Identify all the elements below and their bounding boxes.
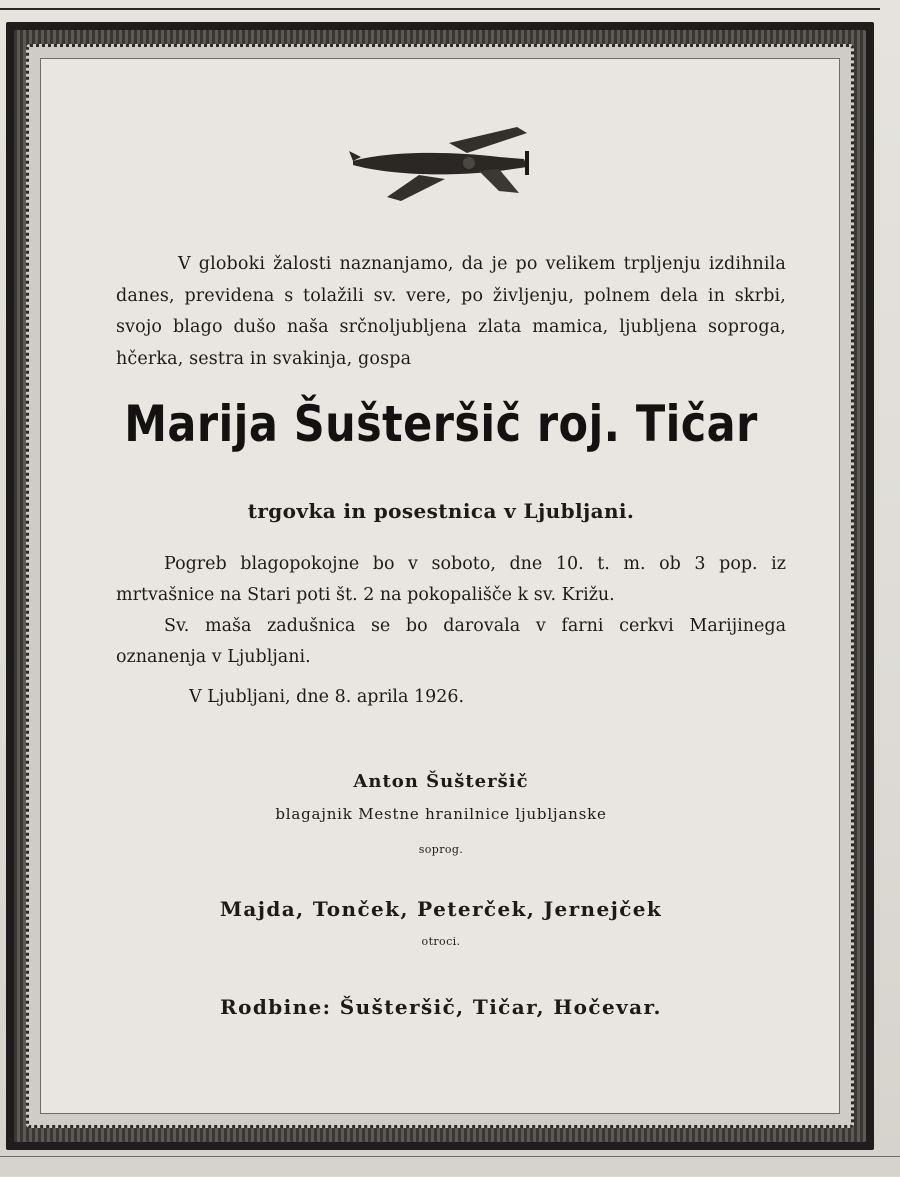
- funeral-details: [116, 549, 786, 673]
- obituary-notice: [40, 58, 840, 1114]
- bottom-edge: [0, 1156, 900, 1177]
- airplane-icon: [349, 121, 549, 203]
- deceased-name: Marija Šušteršič roj. Tičar: [124, 395, 758, 453]
- family-names: Rodbine: Šušteršič, Tičar, Hočevar.: [220, 995, 662, 1019]
- dateline: V Ljubljani, dne 8. aprila 1926.: [189, 687, 465, 707]
- husband-name: Anton Šušteršič: [353, 771, 529, 792]
- children-relation: otroci.: [421, 935, 461, 948]
- deceased-title: trgovka in posestnica v Ljubljani.: [247, 499, 635, 523]
- children-names: Majda, Tonček, Peterček, Jernejček: [219, 897, 663, 921]
- intro-paragraph: V globoki žalosti naznanjamo, da je po velikem trpljenju izdihnila danes, previdena s tolažili sv. vere, po življenju, polnem dela in skrbi, svojo blago dušo naša srčnoljubljena zlata mamica, ljubljena soproga, hčerka, sestra in svakinja, gospa: [116, 254, 786, 369]
- husband-role: blagajnik Mestne hranilnice ljubljanske: [275, 805, 607, 823]
- funeral-paragraph: Pogreb blagopokojne bo v soboto, dne 10. t. m. ob 3 pop. iz mrtvašnice na Stari poti št. 2 na pokopališče k sv. Križu.: [116, 554, 786, 605]
- husband-relation: soprog.: [418, 843, 464, 856]
- top-rule: [0, 0, 880, 10]
- mass-paragraph: Sv. maša zadušnica se bo darovala v farni cerkvi Marijinega oznanenja v Ljubljani.: [116, 616, 786, 667]
